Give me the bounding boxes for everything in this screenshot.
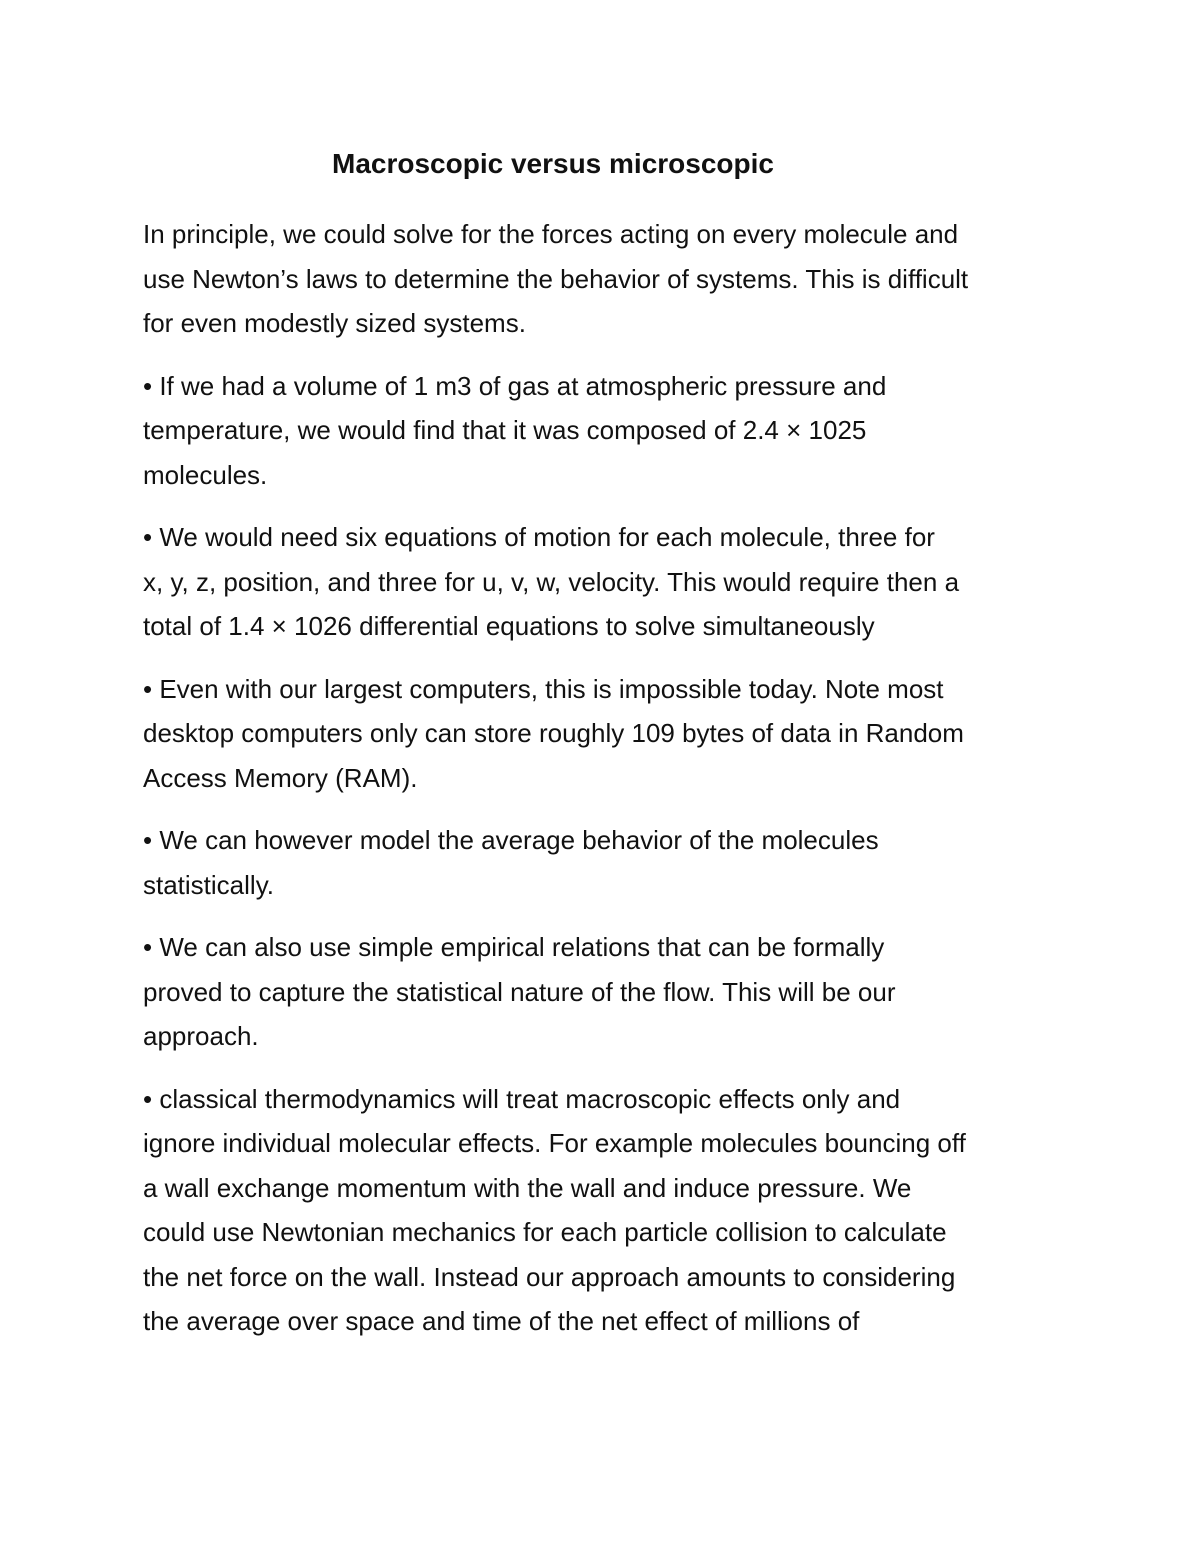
text-line: statistically.	[143, 869, 274, 900]
document-body	[143, 212, 1063, 1362]
bullet-largest-computers	[143, 667, 1063, 801]
text-line: desktop computers only can store roughly 109 bytes of data in Random	[143, 718, 964, 748]
text-line: total of 1.4 × 1026 differential equations to solve simultaneously	[143, 611, 875, 641]
text-line: for even modestly sized systems.	[143, 308, 526, 338]
text-line: • Even with our largest computers, this is impossible today. Note most	[143, 673, 944, 704]
bullet-empirical-relations	[143, 925, 1063, 1059]
bullet-classical-thermodynamics	[143, 1077, 1063, 1344]
text-line: In principle, we could solve for the forces acting on every molecule and	[143, 219, 959, 249]
text-line: • If we had a volume of 1 m3 of gas at atmospheric pressure and	[143, 370, 887, 401]
text-line: • We would need six equations of motion for each molecule, three for	[143, 522, 935, 552]
text-line: • classical thermodynamics will treat macroscopic effects only and	[143, 1083, 901, 1114]
bullet-equations-of-motion	[143, 515, 1063, 649]
text-line: Access Memory (RAM).	[143, 762, 418, 793]
text-line: temperature, we would find that it was composed of 2.4 × 1025	[143, 415, 867, 445]
bullet-statistical-model	[143, 818, 1063, 907]
text-line: x, y, z, position, and three for u, v, w, velocity. This would require then a	[143, 566, 960, 597]
bullet-volume-of-gas	[143, 364, 1063, 498]
text-line: approach.	[143, 1021, 259, 1051]
text-line: a wall exchange momentum with the wall and induce pressure. We	[143, 1172, 912, 1203]
text-line: molecules.	[143, 459, 268, 490]
paragraph-intro	[143, 212, 1063, 346]
text-line: • We can however model the average behavior of the molecules	[143, 825, 879, 855]
text-line: could use Newtonian mechanics for each particle collision to calculate	[143, 1217, 947, 1247]
document-title: Macroscopic versus microscopic	[332, 148, 774, 179]
text-line: the average over space and time of the net effect of millions of	[143, 1306, 860, 1336]
text-line: use Newton’s laws to determine the behavior of systems. This is difficult	[143, 263, 969, 294]
text-line: ignore individual molecular effects. For example molecules bouncing off	[143, 1128, 966, 1158]
text-line: the net force on the wall. Instead our approach amounts to considering	[143, 1261, 956, 1292]
text-line: proved to capture the statistical nature of the flow. This will be our	[143, 976, 896, 1007]
text-line: • We can also use simple empirical relations that can be formally	[143, 932, 885, 962]
